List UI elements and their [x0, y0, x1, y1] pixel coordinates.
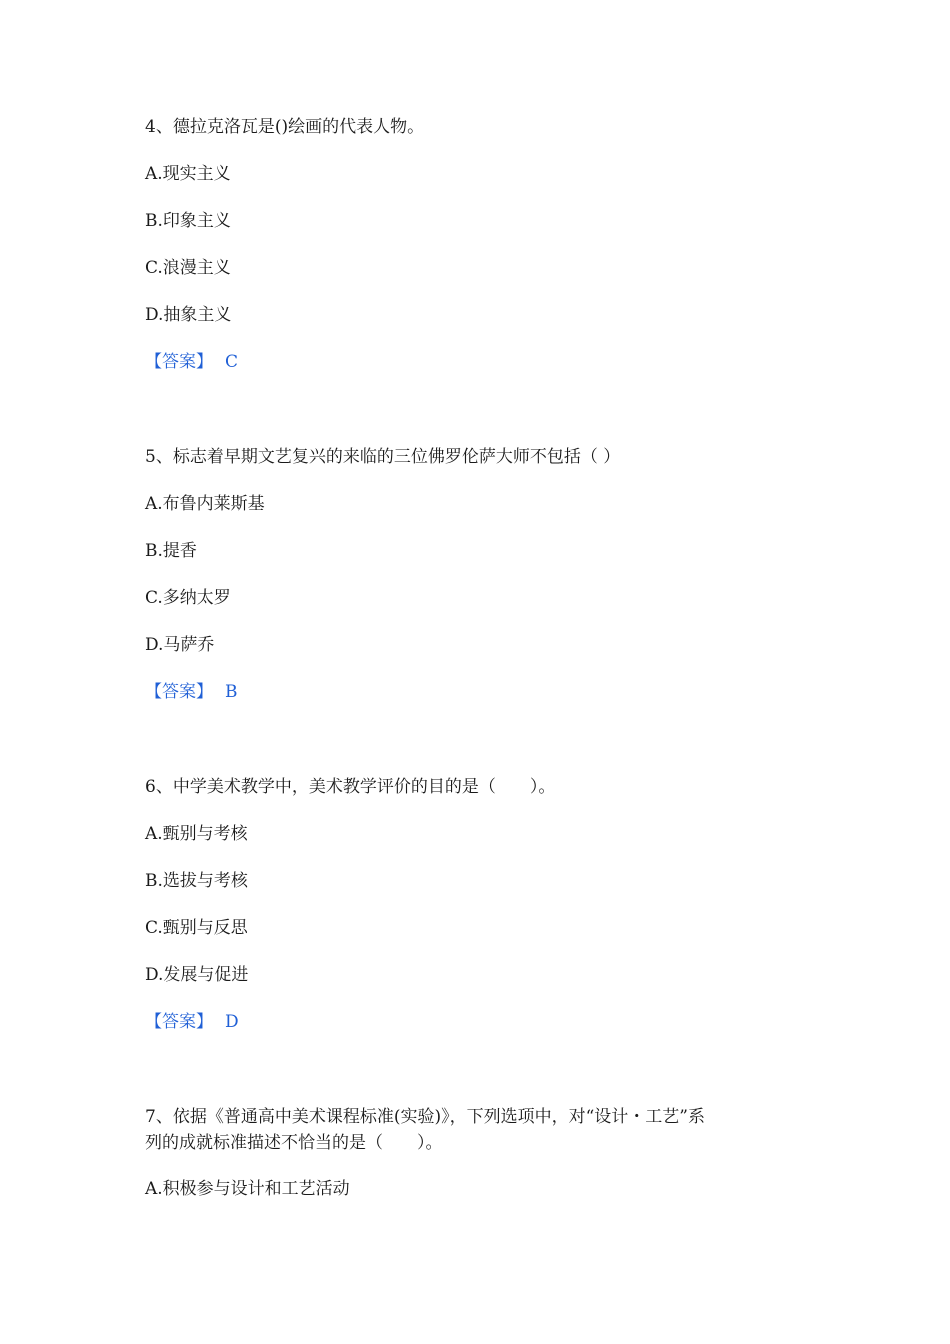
- answer-label: 【答案】: [145, 352, 213, 372]
- question-7-stem-line1: 7、依据《普通高中美术课程标准(实验)》，下列选项中，对“设计・工艺”系: [145, 1107, 705, 1127]
- question-4-option-c: C.浪漫主义: [145, 258, 231, 278]
- answer-label: 【答案】: [145, 1012, 213, 1032]
- question-6-option-a: A.甄别与考核: [145, 824, 248, 844]
- question-6-option-d: D.发展与促进: [145, 965, 249, 985]
- question-6-option-c: C.甄别与反思: [145, 918, 248, 938]
- answer-value: B: [225, 682, 238, 702]
- question-6-answer: [145, 1011, 239, 1033]
- answer-value: C: [225, 352, 239, 372]
- question-4-option-d: D.抽象主义: [145, 305, 232, 325]
- question-5-option-c: C.多纳太罗: [145, 588, 231, 608]
- question-7-stem-line2: 列的成就标准描述不恰当的是（ ）。: [145, 1133, 443, 1153]
- question-5-option-a: A.布鲁内莱斯基: [145, 494, 265, 514]
- answer-label: 【答案】: [145, 682, 213, 702]
- question-4-option-b: B.印象主义: [145, 211, 231, 231]
- question-7-option-a: A.积极参与设计和工艺活动: [145, 1179, 350, 1199]
- question-5-answer: [145, 681, 238, 703]
- question-4-answer: [145, 351, 238, 373]
- question-5-option-b: B.提香: [145, 541, 197, 561]
- question-5-option-d: D.马萨乔: [145, 635, 215, 655]
- question-6-option-b: B.选拔与考核: [145, 871, 248, 891]
- question-6-stem: 6、中学美术教学中，美术教学评价的目的是（ ）。: [145, 777, 556, 797]
- question-5-stem: 5、标志着早期文艺复兴的来临的三位佛罗伦萨大师不包括（ ）: [145, 447, 621, 467]
- question-4-stem: 4、德拉克洛瓦是()绘画的代表人物。: [145, 117, 425, 137]
- question-4-option-a: A.现实主义: [145, 164, 231, 184]
- answer-value: D: [225, 1012, 239, 1032]
